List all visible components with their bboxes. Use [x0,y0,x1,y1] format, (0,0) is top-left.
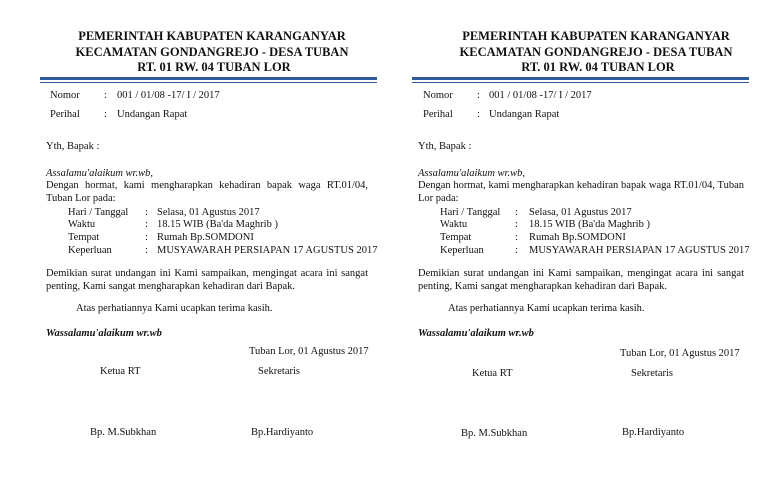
header-rule-thick [412,77,749,80]
letterhead [384,29,768,76]
closing-paragraph: Demikian surat undangan ini Kami sampaikan, mengingat acara ini sangat penting, Kami sangat mengharapkan kehadiran dari Bapak. [418,268,744,292]
letterhead-line-1: PEMERINTAH KABUPATEN KARANGANYAR [78,29,346,43]
detail-label: Keperluan [68,245,112,256]
signature-name-right: Bp.Hardiyanto [622,427,685,438]
signature-title-right: Sekretaris [631,368,673,379]
intro-paragraph: Dengan hormat, kami mengharapkan kehadiran bapak waga RT.01/04, Tuban Lor pada: [418,180,744,204]
perihal-value: Undangan Rapat [489,109,560,120]
detail-separator: : [515,207,518,218]
nomor-value: 001 / 01/08 -17/ I / 2017 [489,90,592,101]
letterhead [0,29,384,76]
detail-value: 18.15 WIB (Ba'da Maghrib ) [529,219,650,230]
signature-name-left: Bp. M.Subkhan [461,428,528,439]
detail-label: Waktu [440,219,468,230]
letterhead-line-3: RT. 01 RW. 04 TUBAN LOR [521,60,675,74]
perihal-label: Perihal [423,109,453,120]
detail-label: Hari / Tanggal [68,207,129,218]
perihal-label: Perihal [50,109,80,120]
invitation-letter-right [384,0,768,501]
detail-separator: : [145,245,148,256]
letterhead-line-2: KECAMATAN GONDANGREJO - DESA TUBAN [75,44,349,59]
detail-separator: : [145,232,148,243]
detail-separator: : [515,232,518,243]
detail-value: Rumah Bp.SOMDONI [529,232,626,243]
closing-paragraph: Demikian surat undangan ini Kami sampaikan, mengingat acara ini sangat penting, Kami sangat mengharapkan kehadiran dari Bapak. [46,268,368,292]
closing-greeting: Wassalamu'alaikum wr.wb [46,328,162,339]
detail-value: MUSYAWARAH PERSIAPAN 17 AGUSTUS 2017 [157,245,378,256]
place-date: Tuban Lor, 01 Agustus 2017 [249,346,369,357]
signature-title-left: Ketua RT [100,366,141,377]
detail-label: Tempat [440,232,472,243]
detail-value: MUSYAWARAH PERSIAPAN 17 AGUSTUS 2017 [529,245,750,256]
thanks-line: Atas perhatiannya Kami ucapkan terima kasih. [76,303,273,314]
detail-separator: : [145,219,148,230]
intro-paragraph: Dengan hormat, kami mengharapkan kehadiran bapak waga RT.01/04, Tuban Lor pada: [46,180,368,204]
thanks-line: Atas perhatiannya Kami ucapkan terima kasih. [448,303,645,314]
header-rule-thin [412,82,749,83]
header-rule-thick [40,77,377,80]
detail-label: Tempat [68,232,100,243]
signature-name-left: Bp. M.Subkhan [90,427,157,438]
detail-separator: : [515,219,518,230]
salutation: Yth, Bapak : [46,141,100,152]
letterhead-line-1: PEMERINTAH KABUPATEN KARANGANYAR [462,29,730,43]
detail-separator: : [145,207,148,218]
detail-label: Keperluan [440,245,484,256]
closing-greeting: Wassalamu'alaikum wr.wb [418,328,534,339]
letterhead-line-3: RT. 01 RW. 04 TUBAN LOR [137,60,291,74]
perihal-separator: : [477,109,480,120]
detail-separator: : [515,245,518,256]
signature-title-right: Sekretaris [258,366,300,377]
detail-label: Waktu [68,219,96,230]
nomor-separator: : [104,90,107,101]
greeting: Assalamu'alaikum wr.wb, [418,168,525,179]
nomor-separator: : [477,90,480,101]
detail-value: 18.15 WIB (Ba'da Maghrib ) [157,219,278,230]
detail-value: Selasa, 01 Agustus 2017 [529,207,632,218]
greeting: Assalamu'alaikum wr.wb, [46,168,153,179]
letterhead-line-2: KECAMATAN GONDANGREJO - DESA TUBAN [459,44,733,59]
detail-value: Rumah Bp.SOMDONI [157,232,254,243]
signature-title-left: Ketua RT [472,368,513,379]
salutation: Yth, Bapak : [418,141,472,152]
perihal-separator: : [104,109,107,120]
nomor-value: 001 / 01/08 -17/ I / 2017 [117,90,220,101]
header-rule-thin [40,82,377,83]
nomor-label: Nomor [50,90,80,101]
detail-label: Hari / Tanggal [440,207,501,218]
perihal-value: Undangan Rapat [117,109,188,120]
signature-name-right: Bp.Hardiyanto [251,427,314,438]
detail-value: Selasa, 01 Agustus 2017 [157,207,260,218]
place-date: Tuban Lor, 01 Agustus 2017 [620,348,740,359]
nomor-label: Nomor [423,90,453,101]
